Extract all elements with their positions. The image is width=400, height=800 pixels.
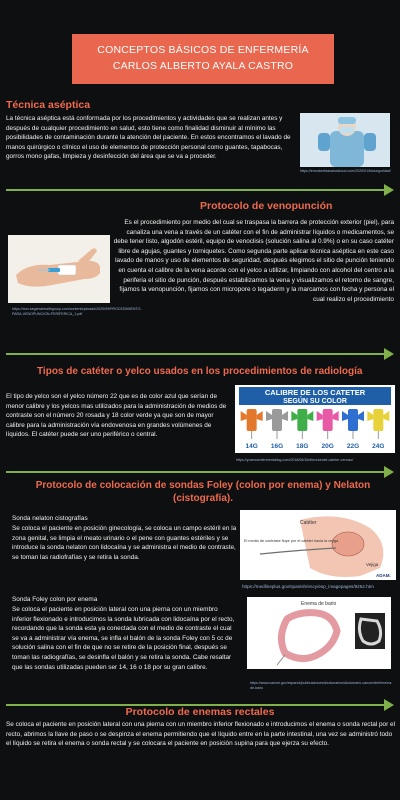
divider-arrow-2	[6, 353, 386, 355]
catheter-gauge-14g	[247, 409, 257, 431]
catheter-gauge-label: 22G	[346, 443, 360, 450]
bladder-diagram-image	[240, 510, 396, 580]
catheter-gauge-label: 24G	[372, 443, 385, 450]
arrow-head-icon	[384, 184, 394, 196]
venopuncion-body: Es el procedimiento por medio del cual se traspasa la barrera de protección exterior (piel), para canaliza una vena a través de un catéter con el fin de administrar líquidos o medicamentos, se debe tener listo, algodón estéril, equipo de venoclisis (solución salina al 0.9%) o en su caso catéter libre de agujas, guantes y torniquetes. Como segunda parte aplicar técnica aséptica en este caso lavado de manos y uso de elementos de seguridad, después elegimos el sitio de punción teniendo en cuenta el calibre de la vena acorde con el yelco a utilizar, limpiando con alcohol del centro a la periferia el sitio de punción, después estabilizamos la vena y visualizamos el retorno de sangre, fijamos la venopunción, fijamos con micropore o tegaderm y la marcamos con fecha y persona el cual realizo el procedimiento	[113, 219, 394, 303]
divider-arrow-3	[6, 471, 386, 473]
title-line-1: CONCEPTOS BÁSICOS DE ENFERMERÍA	[97, 44, 309, 56]
catheter-chart-image	[235, 385, 395, 453]
sondas-link-2[interactable]: https://www.cancer.gov/espanol/publicaciones/diccionarios/diccionario-cancer/def/enema-de-bario	[250, 681, 393, 690]
catheter-gauge-label: 16G	[270, 443, 284, 450]
catheter-image-title-2: SEGÚN SU COLOR	[283, 398, 347, 405]
nelaton-title: Sonda nelaton cistografías	[12, 515, 88, 522]
heading-enemas: Protocolo de enemas rectales	[125, 706, 275, 718]
heading-venopuncion: Protocolo de venopunción	[200, 200, 333, 212]
aseptica-link[interactable]: https://encolombiasaludcloud.com/2020/01/bioseguridad/	[300, 169, 391, 173]
arrow-head-icon	[384, 466, 394, 478]
heading-sondas: Protocolo de colocación de sondas Foley (colon por enema) y Nelaton (cistografía).	[35, 480, 371, 504]
title-line-2: CARLOS ALBERTO AYALA CASTRO	[112, 60, 294, 72]
adam-logo: ADAM.	[376, 573, 391, 578]
enema-image-label: Enema de bario	[301, 601, 337, 607]
catheter-gauge-20g	[323, 409, 333, 431]
hand-iv-image	[8, 235, 110, 303]
foley-title: Sonda Foley colon por enema	[12, 596, 98, 603]
catheter-gauge-16g	[272, 409, 282, 431]
heading-cateter: Tipos de catéter o yelco usados en los procedimientos de radiología	[37, 366, 363, 377]
cateter-body: El tipo de yelco son el yelco número 22 que es de color azul que serían de menor calibre y los yelcos mas utilizados para la administración de medios de contraste son el número 20 rosada y 18 color verde ya que son de mayor calibre para la administración vía endovenosa en grandes volúmenes de líquidos. El catéter puede ser uno periférico o central.	[6, 393, 227, 439]
aseptica-body: La técnica aséptica está conformada por los procedimientos y actividades que se realizan antes y después de cualquier procedimiento en salud, esto tiene como finalidad disminuir al mínimo las posibilidades de contaminación durante la atención del paciente. En estos encontramos el lavado de manos quirúrgico o clínico el uso de elementos de protección personal como guantes, tapabocas, gorros mono gafas, limpieza y desinfección del área que se va a proceder.	[6, 115, 291, 161]
venopuncion-link[interactable]: https://rsm.segarrahealthgroup.com/content/uploads/2020/09/PROCEDIMIENTO-PARA-VENOPUNCION-PERIFERICA_1.pdf	[12, 307, 142, 316]
foley-body: Se coloca el paciente en posición lateral con una pierna con un miembro inferior flexionado e introducimos la sonda lubricada con lidocaína por el recto, recordando que la sonda esta ya conectada con el medio de contraste el cual se va a administrar vía enema, se infla el balón de la sonda Foley con 5 cc de solución salina con el fin de que no se retire de la posición final, después se toman las radiografías, se desinfla el balón y se retira la sonda. Cabe resaltar que las sondas utilizadas pueden ser 14, 16 o 18 por su gran calibre.	[12, 606, 235, 671]
diagram-label-vejiga: Vejiga	[366, 562, 379, 567]
divider-arrow-1	[6, 189, 386, 191]
surgeon-image	[300, 113, 390, 167]
arrow-head-icon	[384, 348, 394, 360]
catheter-image-title-1: CALIBRE DE LOS CATETER	[264, 388, 366, 397]
colon-enema-image	[247, 597, 391, 669]
enemas-body: Se coloca el paciente en posición lateral con una pierna con un miembro inferior flexionado e introducimos el enema o sonda rectal por el recto, abrimos la llave de paso o se despinza el enema permitiendo que el líquido entre en la parte intestinal, una vez se administró todo el líquido se retira el enema o sonda rectal y se colocara el paciente en posición supina para que ejerza su efecto.	[6, 721, 395, 748]
sondas-link-1[interactable]: https://medlineplus.gov/spanish/ency/esp_imagepages/9252.htm	[242, 584, 374, 589]
nelaton-body: Se coloca el paciente en posición ginecología, se coloca un campo estéril en la zona genital, se limpia el meato urinario o el pene con guantes estériles y se introduce la sonda nelaton con lidocaína y se administra el medio de contraste, se toman las radiofrafías y se retira la sonda.	[12, 525, 237, 561]
catheter-gauge-18g	[297, 409, 307, 431]
diagram-label-cateter: Catéter	[300, 520, 317, 526]
cateter-link[interactable]: https://yoamoenfermeriablog.com/2018/06/16/elecciondel-cateter-venoso/	[236, 458, 354, 462]
catheter-gauge-24g	[373, 409, 383, 431]
title-banner	[72, 34, 334, 84]
catheter-gauge-label: 20G	[321, 443, 334, 450]
catheter-gauge-label: 18G	[296, 443, 309, 450]
diagram-label-flow: El medio de contraste fluye por el catéter hacia la vejiga	[244, 539, 339, 543]
catheter-gauge-22g	[348, 409, 358, 431]
heading-aseptica: Técnica aséptica	[6, 99, 91, 111]
catheter-gauge-label: 14G	[245, 443, 258, 450]
